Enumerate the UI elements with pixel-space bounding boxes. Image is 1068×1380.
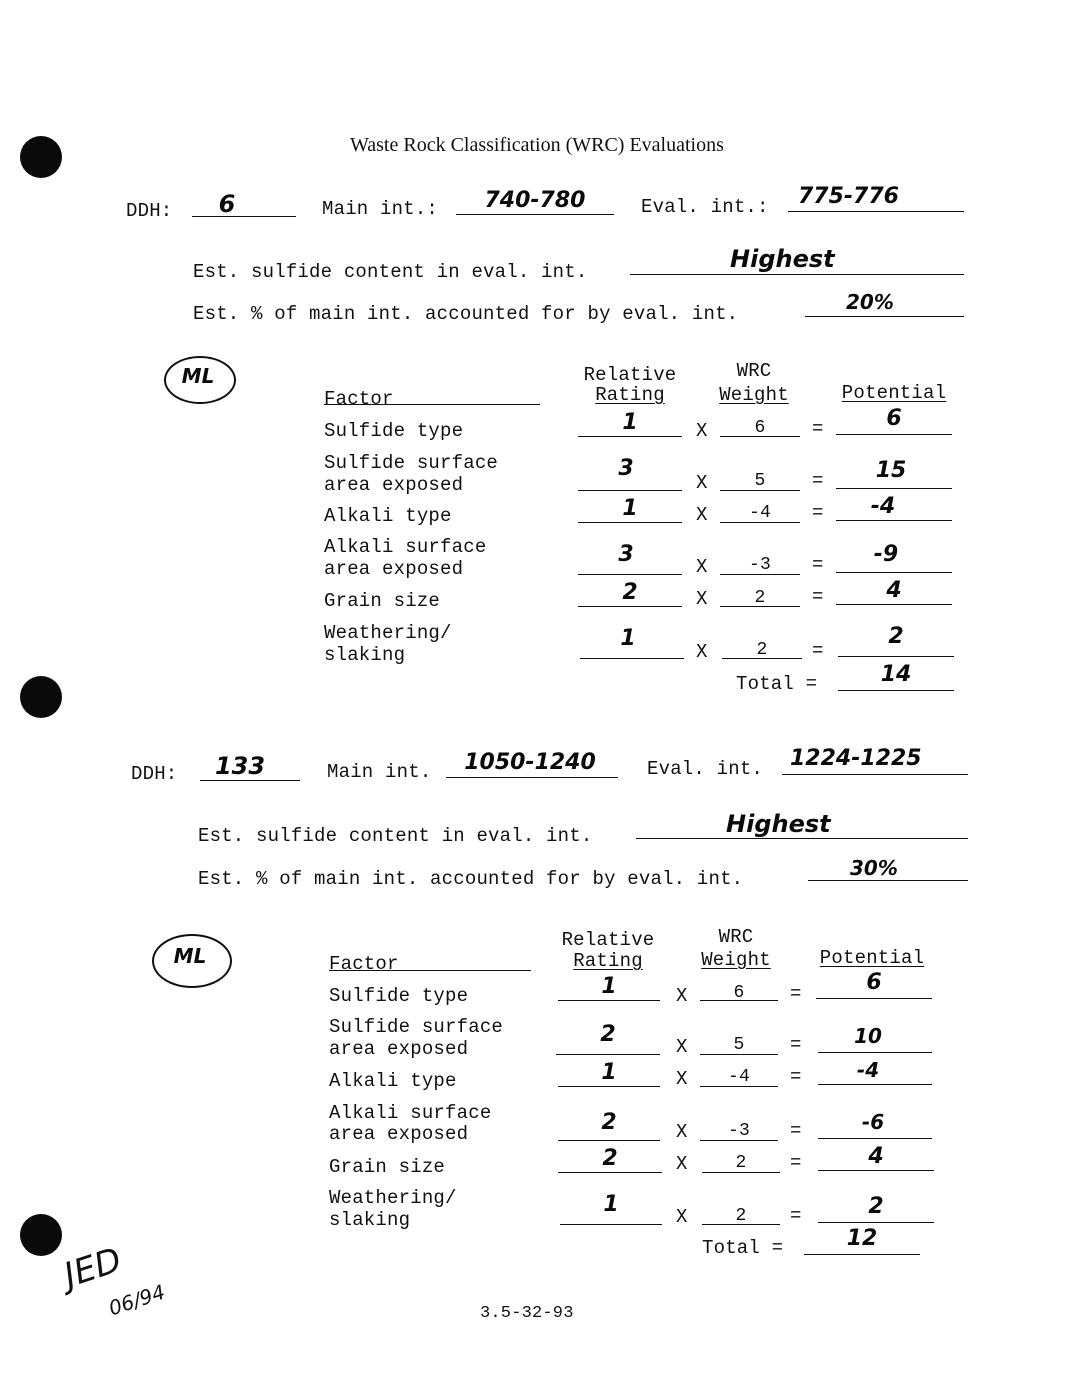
main-int-underline <box>446 777 618 778</box>
potential-underline <box>836 604 952 605</box>
equals-sign: = <box>790 1034 802 1056</box>
weight-value: -3 <box>748 555 771 575</box>
col-header-factor-underline <box>329 970 531 971</box>
sulfide-content-label: Est. sulfide content in eval. int. <box>198 825 593 847</box>
col-header-potential: Potential <box>841 382 947 404</box>
factor-label: Alkali type <box>329 1070 457 1092</box>
main-int-underline <box>456 214 614 215</box>
rating-underline <box>558 1000 660 1001</box>
col-header-rating: Rating <box>595 384 665 406</box>
equals-sign: = <box>812 554 824 576</box>
pct-main-value: 20% <box>846 290 894 314</box>
potential-value: 2 <box>888 624 904 649</box>
pct-main-label: Est. % of main int. accounted for by eval. int. <box>198 868 744 890</box>
potential-underline <box>816 998 932 999</box>
potential-underline <box>818 1222 934 1223</box>
total-value: 12 <box>846 1226 878 1251</box>
rating-value: 2 <box>622 580 638 605</box>
rating-underline <box>556 1054 660 1055</box>
times-sign: X <box>696 420 708 442</box>
times-sign: X <box>696 472 708 494</box>
potential-value: 4 <box>868 1144 884 1169</box>
rating-underline <box>578 522 682 523</box>
main-int-label: Main int.: <box>322 198 439 220</box>
col-header-rating: Rating <box>573 950 643 972</box>
times-sign: X <box>696 504 708 526</box>
equals-sign: = <box>790 1152 802 1174</box>
ddh-value: 133 <box>214 752 266 780</box>
factor-label: Alkali type <box>324 505 452 527</box>
punch-hole-top <box>20 136 62 178</box>
times-sign: X <box>676 1068 688 1090</box>
factor-label: Grain size <box>329 1156 446 1178</box>
rating-value: 1 <box>601 974 617 999</box>
rating-value: 2 <box>600 1022 616 1047</box>
potential-value: -6 <box>861 1110 885 1134</box>
col-header-relative: Relative <box>561 929 655 951</box>
total-underline <box>838 690 954 691</box>
ddh-value: 6 <box>218 190 236 218</box>
weight-value: -4 <box>748 503 771 523</box>
equals-sign: = <box>790 983 802 1005</box>
times-sign: X <box>676 1206 688 1228</box>
weight-value: -4 <box>727 1067 750 1087</box>
weight-value: 2 <box>735 1206 747 1226</box>
factor-label-cont: slaking <box>324 644 406 666</box>
total-label: Total = <box>702 1237 784 1259</box>
times-sign: X <box>696 641 708 663</box>
rating-value: 2 <box>601 1110 617 1135</box>
col-header-factor: Factor <box>329 953 399 975</box>
ddh-label: DDH: <box>126 200 173 222</box>
eval-int-value: 775-776 <box>798 184 899 209</box>
rating-underline <box>578 574 682 575</box>
rating-value: 1 <box>603 1192 619 1217</box>
col-header-wrc: WRC <box>718 926 754 948</box>
times-sign: X <box>676 1121 688 1143</box>
equals-sign: = <box>790 1120 802 1142</box>
col-header-weight: Weight <box>719 384 789 406</box>
potential-value: 6 <box>866 970 882 995</box>
circled-note: ML <box>181 364 215 388</box>
factor-label: Sulfide surface <box>329 1016 504 1038</box>
pct-main-underline <box>805 316 964 317</box>
rating-underline <box>558 1172 662 1173</box>
potential-value: 4 <box>886 578 902 603</box>
factor-label: Weathering/ <box>329 1187 457 1209</box>
times-sign: X <box>676 1153 688 1175</box>
potential-underline <box>818 1084 932 1085</box>
potential-underline <box>818 1138 932 1139</box>
times-sign: X <box>696 588 708 610</box>
equals-sign: = <box>790 1205 802 1227</box>
punch-hole-middle <box>20 676 62 718</box>
equals-sign: = <box>812 470 824 492</box>
potential-underline <box>838 656 954 657</box>
sulfide-content-underline <box>636 838 968 839</box>
equals-sign: = <box>812 418 824 440</box>
sulfide-content-value: Highest <box>726 810 831 838</box>
potential-value: -4 <box>870 494 896 519</box>
weight-value: 2 <box>735 1153 747 1173</box>
sulfide-content-underline <box>630 274 964 275</box>
weight-value: 2 <box>754 588 766 608</box>
col-header-factor: Factor <box>324 388 394 410</box>
equals-sign: = <box>812 640 824 662</box>
times-sign: X <box>676 985 688 1007</box>
main-int-value: 740-780 <box>484 188 586 213</box>
weight-value: 6 <box>754 418 766 438</box>
ddh-underline <box>200 780 300 781</box>
main-int-value: 1050-1240 <box>464 750 596 775</box>
rating-value: 3 <box>618 542 634 567</box>
factor-label: Sulfide type <box>324 420 464 442</box>
factor-label: Sulfide surface <box>324 452 499 474</box>
eval-int-label: Eval. int.: <box>641 196 769 218</box>
factor-label-cont: area exposed <box>324 474 464 496</box>
page-title: Waste Rock Classification (WRC) Evaluations <box>350 134 724 156</box>
col-header-wrc: WRC <box>736 360 772 382</box>
potential-value: 2 <box>868 1194 884 1219</box>
potential-value: 15 <box>875 458 907 483</box>
potential-underline <box>818 1052 932 1053</box>
signature-date: 06/94 <box>105 1279 168 1321</box>
eval-int-value: 1224-1225 <box>790 746 922 771</box>
col-header-relative: Relative <box>583 364 677 386</box>
col-header-factor-underline <box>324 404 540 405</box>
rating-underline <box>558 1086 660 1087</box>
rating-value: 1 <box>622 496 638 521</box>
weight-value: 6 <box>733 983 745 1003</box>
potential-underline <box>836 488 952 489</box>
col-header-weight: Weight <box>701 949 771 971</box>
potential-underline <box>836 572 952 573</box>
total-label: Total = <box>736 673 818 695</box>
rating-underline <box>560 1224 662 1225</box>
eval-int-label: Eval. int. <box>647 758 764 780</box>
eval-int-underline <box>788 211 964 212</box>
rating-value: 3 <box>618 456 634 481</box>
factor-label: Alkali surface <box>329 1102 492 1124</box>
potential-underline <box>836 520 952 521</box>
eval-int-underline <box>782 774 968 775</box>
times-sign: X <box>676 1036 688 1058</box>
weight-value: 5 <box>754 471 766 491</box>
sulfide-content-value: Highest <box>730 245 835 273</box>
page-footer: 3.5-32-93 <box>480 1304 574 1323</box>
punch-hole-bottom <box>20 1214 62 1256</box>
initials-signature: JED <box>59 1240 127 1296</box>
potential-value: 10 <box>854 1024 882 1048</box>
weight-value: 2 <box>756 640 768 660</box>
rating-underline <box>578 436 682 437</box>
equals-sign: = <box>812 502 824 524</box>
potential-underline <box>818 1170 934 1171</box>
rating-underline <box>580 658 684 659</box>
rating-underline <box>578 490 682 491</box>
total-underline <box>804 1254 920 1255</box>
total-value: 14 <box>880 662 912 687</box>
factor-label-cont: slaking <box>329 1209 411 1231</box>
factor-label-cont: area exposed <box>329 1038 469 1060</box>
ddh-label: DDH: <box>131 763 178 785</box>
equals-sign: = <box>812 586 824 608</box>
rating-value: 2 <box>602 1146 618 1171</box>
pct-main-label: Est. % of main int. accounted for by eval. int. <box>193 303 739 325</box>
circled-note: ML <box>173 944 207 968</box>
pct-main-value: 30% <box>850 856 898 880</box>
weight-value: 5 <box>733 1035 745 1055</box>
factor-label: Weathering/ <box>324 622 452 644</box>
rating-value: 1 <box>601 1060 617 1085</box>
sulfide-content-label: Est. sulfide content in eval. int. <box>193 261 588 283</box>
potential-value: 6 <box>886 406 902 431</box>
potential-value: -9 <box>873 542 899 567</box>
rating-value: 1 <box>622 410 638 435</box>
factor-label-cont: area exposed <box>329 1123 469 1145</box>
pct-main-underline <box>808 880 968 881</box>
weight-value: -3 <box>727 1121 750 1141</box>
potential-value: -4 <box>856 1058 880 1082</box>
rating-underline <box>558 1140 660 1141</box>
factor-label: Sulfide type <box>329 985 469 1007</box>
main-int-label: Main int. <box>327 761 432 783</box>
factor-label-cont: area exposed <box>324 558 464 580</box>
rating-underline <box>578 606 682 607</box>
col-header-potential: Potential <box>819 947 925 969</box>
potential-underline <box>836 434 952 435</box>
factor-label: Alkali surface <box>324 536 487 558</box>
factor-label: Grain size <box>324 590 441 612</box>
rating-value: 1 <box>620 626 636 651</box>
times-sign: X <box>696 556 708 578</box>
equals-sign: = <box>790 1066 802 1088</box>
